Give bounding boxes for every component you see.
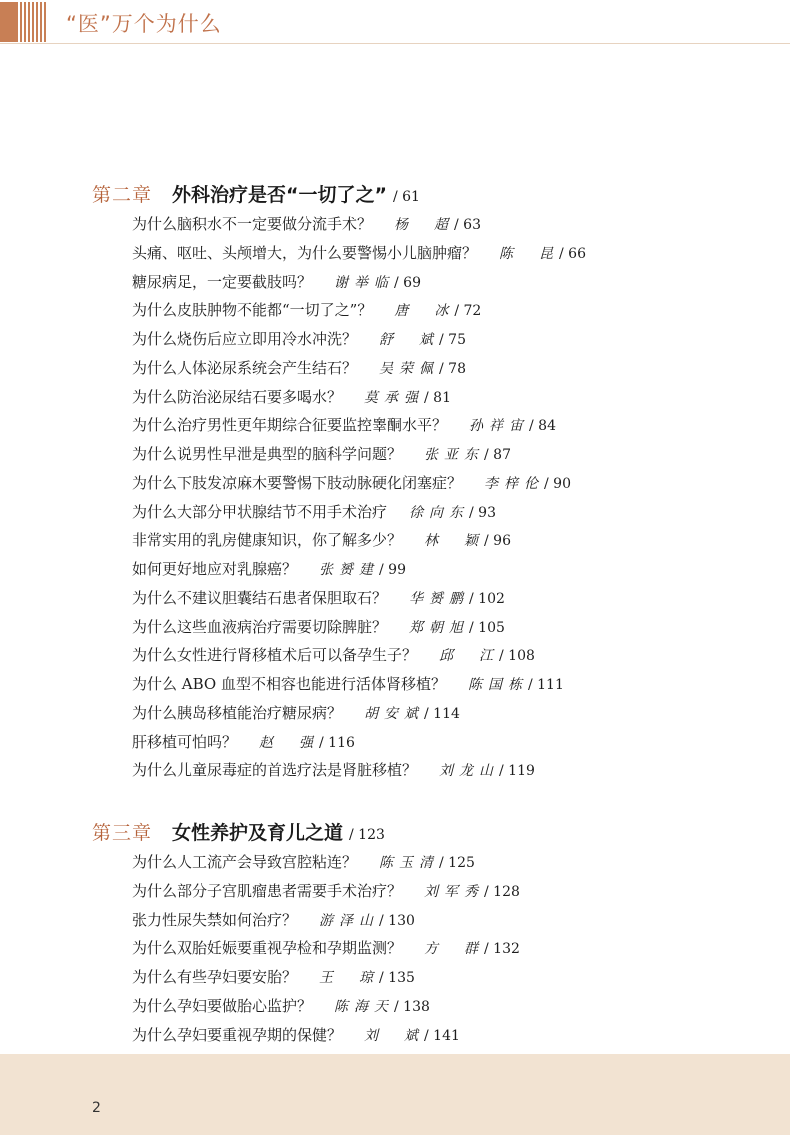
entry-author: 郑朝旭 (409, 619, 470, 636)
entry-page: / 78 (439, 360, 466, 377)
entry-page: / 111 (527, 677, 564, 693)
book-title: “医”万个为什么 (66, 12, 222, 36)
entry-page: / 87 (484, 447, 511, 463)
entry-question: 为什么不建议胆囊结石患者保胆取石？ (132, 588, 388, 607)
entry-page: / 119 (499, 763, 535, 780)
chapter-number: 第二章 (92, 184, 153, 206)
toc-entry (0, 239, 586, 268)
entry-page: / 116 (319, 734, 355, 751)
entry-author: 刘龙山 (439, 763, 500, 780)
toc-entry (0, 584, 586, 613)
chapter-title-text: 外科治疗是否“一切了之” (172, 184, 387, 206)
entry-page: / 75 (439, 332, 466, 348)
toc-entry (0, 756, 586, 785)
chapter-heading (0, 818, 520, 848)
entry-page: / 125 (439, 855, 475, 871)
entry-page: / 141 (424, 1027, 460, 1044)
page-number: 2 (92, 1100, 101, 1116)
entry-question: 为什么双胎妊娠要重视孕检和孕期监测？ (132, 939, 403, 958)
toc-entry (0, 296, 586, 325)
entry-author: 孙祥宙 (469, 418, 530, 435)
entry-question: 为什么皮肤肿物不能都“一切了之”？ (132, 301, 373, 320)
entry-question: 为什么人体泌尿系统会产生结石？ (132, 358, 358, 377)
entry-page: / 135 (379, 970, 415, 986)
entry-author: 陈海天 (334, 998, 395, 1015)
entry-question: 为什么下肢发凉麻木要警惕下肢动脉硬化闭塞症？ (132, 473, 463, 492)
entry-author: 赵 强 (259, 734, 320, 751)
entry-question: 为什么人工流产会导致宫腔粘连？ (132, 853, 358, 871)
header-rule (0, 43, 790, 44)
toc-entry (0, 325, 586, 354)
entry-author: 张亚东 (424, 447, 485, 463)
entry-question: 为什么治疗男性更年期综合征要监控睾酮水平？ (132, 416, 448, 435)
entry-page: / 81 (424, 389, 451, 406)
toc-entry (0, 383, 586, 412)
entry-author: 刘 斌 (364, 1027, 425, 1044)
toc-entry (0, 992, 520, 1021)
entry-page: / 93 (469, 504, 496, 521)
entry-question: 为什么有些孕妇要安胎？ (132, 968, 298, 986)
entry-author: 徐向东 (409, 504, 470, 521)
entry-question: 为什么胰岛移植能治疗糖尿病？ (132, 703, 343, 722)
toc-entry (0, 526, 586, 555)
toc-entry (0, 210, 586, 239)
entry-author: 唐 冰 (394, 303, 455, 320)
entry-author: 林 颖 (424, 533, 485, 550)
entry-author: 陈玉清 (379, 855, 440, 871)
entry-question: 为什么孕妇要重视孕期的保健？ (132, 1025, 343, 1044)
entry-page: / 66 (559, 245, 586, 262)
chapter-page: / 61 (392, 189, 420, 205)
chapter-page: / 123 (349, 827, 385, 843)
entry-page: / 69 (394, 274, 421, 291)
entry-question: 头痛、呕吐、头颅增大，为什么要警惕小儿脑肿瘤？ (132, 243, 478, 262)
entry-author: 王 琼 (319, 970, 380, 986)
entry-page: / 90 (544, 475, 571, 492)
entry-author: 谢举临 (334, 274, 395, 291)
toc-entry (0, 906, 520, 935)
entry-author: 刘军秀 (424, 883, 485, 900)
entry-page: / 130 (379, 912, 415, 929)
entry-page: / 72 (454, 303, 482, 320)
entry-question: 张力性尿失禁如何治疗？ (132, 910, 298, 929)
entry-page: / 63 (454, 217, 481, 233)
toc-entry (0, 728, 586, 757)
toc-entry (0, 877, 520, 906)
toc-entry (0, 934, 520, 963)
entry-author: 莫承强 (364, 389, 425, 406)
toc-entry (0, 848, 520, 877)
entry-question: 为什么部分子宫肌瘤患者需要手术治疗？ (132, 881, 403, 900)
entry-page: / 84 (529, 418, 556, 435)
entry-page: / 102 (469, 590, 505, 607)
chapter-number: 第三章 (92, 822, 153, 844)
chapter-heading (0, 180, 586, 210)
chapter-3 (0, 818, 520, 1049)
entry-question: 为什么女性进行肾移植术后可以备孕生子？ (132, 646, 418, 665)
running-header (0, 0, 790, 44)
entry-page: / 108 (499, 648, 535, 665)
toc-entry (0, 440, 586, 469)
entry-page: / 132 (484, 941, 520, 958)
chapter-3-entries (0, 848, 520, 1049)
entry-question: 为什么防治泌尿结石要多喝水？ (132, 387, 343, 406)
entry-question: 肝移植可怕吗？ (132, 732, 238, 751)
entry-author: 杨 超 (394, 217, 455, 233)
chapter-title (172, 180, 420, 207)
entry-author: 游泽山 (319, 912, 380, 929)
footer-band (0, 1054, 790, 1135)
toc-entry (0, 354, 586, 383)
toc-entry (0, 268, 586, 297)
entry-question: 为什么孕妇要做胎心监护？ (132, 996, 313, 1015)
chapter-2-entries (0, 210, 586, 785)
entry-page: / 99 (379, 562, 406, 578)
chapter-2 (0, 180, 586, 785)
entry-author: 陈 昆 (499, 245, 560, 262)
entry-author: 李梓伦 (484, 475, 545, 492)
entry-author: 邱 江 (439, 648, 500, 665)
toc-entry (0, 469, 586, 498)
entry-author: 胡安斌 (364, 705, 425, 722)
toc-entry (0, 498, 586, 527)
entry-question: 为什么烧伤后应立即用冷水冲洗？ (132, 330, 358, 348)
entry-question: 为什么儿童尿毒症的首选疗法是肾脏移植？ (132, 761, 418, 780)
entry-author: 方 群 (424, 941, 485, 958)
chapter-title (172, 818, 385, 845)
toc-entry (0, 555, 586, 584)
toc-entry (0, 641, 586, 670)
entry-question: 非常实用的乳房健康知识，你了解多少？ (132, 531, 403, 550)
entry-author: 吴荣佩 (379, 360, 440, 377)
entry-page: / 105 (469, 619, 505, 636)
entry-question: 为什么 ABO 血型不相容也能进行活体肾移植？ (132, 675, 446, 693)
entry-question: 为什么说男性早泄是典型的脑科学问题？ (132, 445, 403, 463)
toc-entry (0, 411, 586, 440)
entry-question: 为什么大部分甲状腺结节不用手术治疗 (132, 502, 388, 521)
toc-entry (0, 1021, 520, 1050)
chapter-title-text: 女性养护及育儿之道 (172, 822, 344, 844)
entry-question: 为什么这些血液病治疗需要切除脾脏？ (132, 617, 388, 636)
entry-author: 张赟建 (319, 562, 380, 578)
entry-question: 为什么脑积水不一定要做分流手术？ (132, 215, 373, 233)
entry-page: / 96 (484, 533, 511, 550)
entry-question: 糖尿病足，一定要截肢吗？ (132, 272, 313, 291)
entry-page: / 138 (394, 998, 430, 1015)
toc-entry (0, 699, 586, 728)
entry-page: / 114 (424, 705, 460, 722)
toc-entry (0, 963, 520, 992)
entry-author: 陈国栋 (467, 677, 528, 693)
entry-author: 舒 斌 (379, 332, 440, 348)
entry-page: / 128 (484, 883, 520, 900)
header-color-block (0, 2, 16, 42)
toc-entry (0, 670, 586, 699)
toc-entry (0, 613, 586, 642)
entry-author: 华赟鹏 (409, 590, 470, 607)
entry-question: 如何更好地应对乳腺癌？ (132, 560, 298, 578)
